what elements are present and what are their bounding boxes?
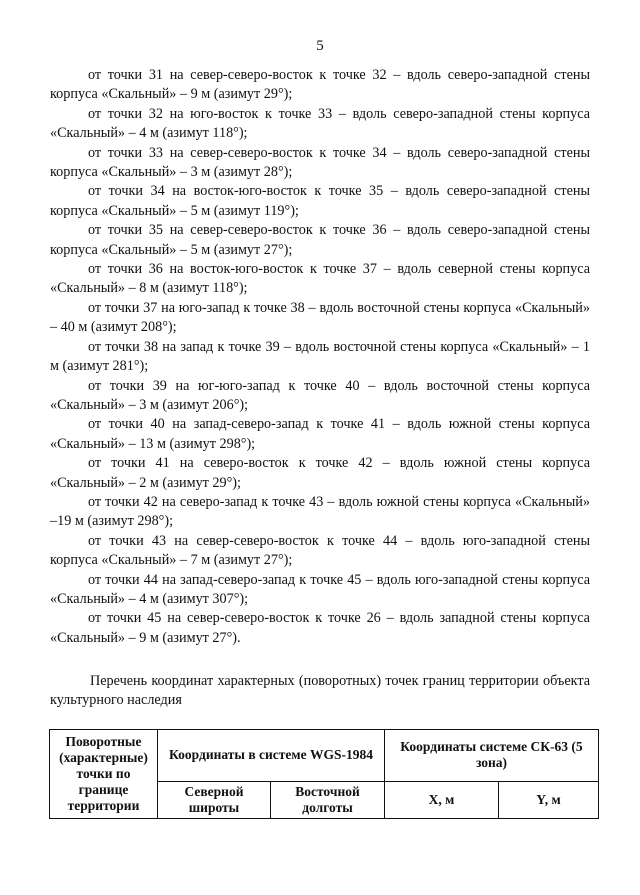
- header-points: Поворотные (характерные) точки по границе территории: [50, 730, 158, 819]
- boundary-segment: от точки 44 на запад-северо-запад к точке 45 – вдоль юго-западной стены корпуса «Скальный» – 4 м (азимут 307°);: [50, 571, 590, 607]
- coordinates-list-heading: Перечень координат характерных (поворотных) точек границ территории объекта культурного наследия: [50, 673, 590, 709]
- header-wgs: Координаты в системе WGS-1984: [158, 730, 385, 782]
- coordinates-table: [49, 729, 599, 819]
- boundary-segment: от точки 43 на север-северо-восток к точке 44 – вдоль юго-западной стены корпуса «Скальный» – 7 м (азимут 27°);: [50, 532, 590, 569]
- boundary-segment: от точки 36 на восток-юго-восток к точке 37 – вдоль северной стены корпуса «Скальный» – 8 м (азимут 118°);: [50, 261, 590, 297]
- header-sk63: Координаты системе СК-63 (5 зона): [385, 730, 599, 782]
- boundary-segment: от точки 38 на запад к точке 39 – вдоль восточной стены корпуса «Скальный» – 1 м (азимут 281°);: [50, 338, 590, 375]
- subheader-x: X, м: [385, 781, 499, 818]
- boundary-description: [50, 66, 590, 648]
- boundary-segment: от точки 41 на северо-восток к точке 42 – вдоль южной стены корпуса «Скальный» – 2 м (азимут 29°);: [50, 455, 590, 491]
- boundary-segment: от точки 35 на север-северо-восток к точке 36 – вдоль северо-западной стены корпуса «Скальный» – 5 м (азимут 27°);: [50, 222, 590, 258]
- page-number: 5: [316, 38, 324, 54]
- boundary-segment: от точки 31 на север-северо-восток к точке 32 – вдоль северо-западной стены корпуса «Скальный» – 9 м (азимут 29°);: [50, 67, 590, 103]
- boundary-segment: от точки 33 на север-северо-восток к точке 34 – вдоль северо-западной стены корпуса «Скальный» – 3 м (азимут 28°);: [50, 144, 590, 181]
- subheader-longitude: Восточной долготы: [271, 781, 385, 818]
- boundary-segment: от точки 39 на юг-юго-запад к точке 40 – вдоль восточной стены корпуса «Скальный» – 3 м (азимут 206°);: [50, 377, 590, 413]
- table-header-row: [50, 730, 599, 782]
- boundary-segment: от точки 34 на восток-юго-восток к точке 35 – вдоль северо-западной стены корпуса «Скальный» – 5 м (азимут 119°);: [50, 183, 590, 219]
- boundary-segment: от точки 45 на север-северо-восток к точке 26 – вдоль западной стены корпуса «Скальный» – 9 м (азимут 27°).: [50, 610, 590, 646]
- subheader-latitude: Северной широты: [158, 781, 271, 818]
- subheader-y: Y, м: [499, 781, 599, 818]
- boundary-segment: от точки 42 на северо-запад к точке 43 – вдоль южной стены корпуса «Скальный» –19 м (азимут 298°);: [50, 493, 590, 530]
- boundary-segment: от точки 32 на юго-восток к точке 33 – вдоль северо-западной стены корпуса «Скальный» – 4 м (азимут 118°);: [50, 105, 590, 142]
- boundary-segment: от точки 37 на юго-запад к точке 38 – вдоль восточной стены корпуса «Скальный» – 40 м (азимут 208°);: [50, 299, 590, 336]
- boundary-segment: от точки 40 на запад-северо-запад к точке 41 – вдоль южной стены корпуса «Скальный» – 13 м (азимут 298°);: [50, 416, 590, 452]
